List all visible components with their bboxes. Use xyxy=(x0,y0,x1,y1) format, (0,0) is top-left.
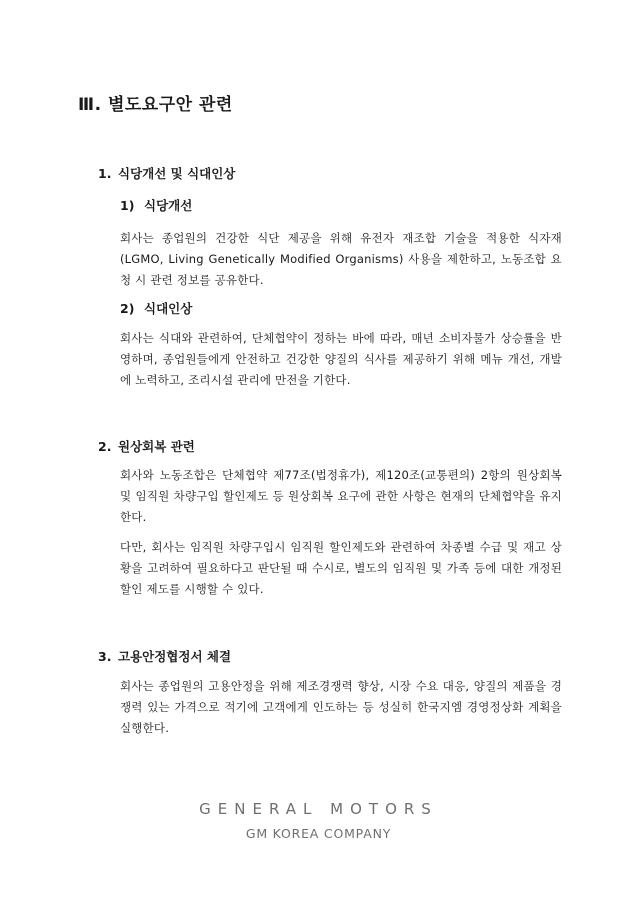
heading-3 xyxy=(98,647,231,665)
section-title: Ⅲ. 별도요구안 관련 xyxy=(78,95,233,115)
heading-1-number: 1. xyxy=(98,166,112,181)
heading-2-title: 원상회복 관련 xyxy=(118,439,195,454)
subheading-1-2 xyxy=(120,299,192,317)
paragraph-1-1: 회사는 종업원의 건강한 식단 제공을 위해 유전자 재조합 기술을 적용한 식자재(LGMO, Living Genetically Modified Organisms) 사용을 제한하고, 노동조합 요청 시 관련 정보를 공유한다. xyxy=(120,231,562,287)
paragraph-3: 회사는 종업원의 고용안정을 위해 제조경쟁력 향상, 시장 수요 대응, 양질의 제품을 경쟁력 있는 가격으로 적기에 고객에게 인도하는 등 성실히 한국지엠 경영정상화 계획을 실행한다. xyxy=(120,679,562,735)
footer-company: GM KOREA COMPANY xyxy=(245,826,392,841)
heading-2 xyxy=(98,437,195,455)
subheading-1-1-number: 1) xyxy=(120,198,135,213)
heading-1-title: 식당개선 및 식대인상 xyxy=(118,166,236,181)
paragraph-1-2: 회사는 식대와 관련하여, 단체협약이 정하는 바에 따라, 매년 소비자물가 상승률을 반영하며, 종업원들에게 안전하고 건강한 양질의 식사를 제공하기 위해 메뉴 개선, 개발에 노력하고, 조리시설 관리에 만전을 기한다. xyxy=(120,331,562,387)
heading-2-number: 2. xyxy=(98,439,112,454)
paragraph-2-1: 회사와 노동조합은 단체협약 제77조(법정휴가), 제120조(교통편의) 2항의 원상회복 및 임직원 차량구입 할인제도 등 원상회복 요구에 관한 사항은 현재의 단체협약을 유지한다. xyxy=(120,468,562,524)
paragraph-2-2: 다만, 회사는 임직원 차량구입시 임직원 할인제도와 관련하여 차종별 수급 및 재고 상황을 고려하여 필요하다고 판단될 때 수시로, 별도의 임직원 및 가족 등에 대한 개정된 할인 제도를 시행할 수 있다. xyxy=(120,540,562,596)
heading-3-title: 고용안정협정서 체결 xyxy=(118,649,232,664)
subheading-1-2-number: 2) xyxy=(120,301,135,316)
heading-1 xyxy=(98,164,235,182)
subheading-1-1-title: 식당개선 xyxy=(144,198,193,213)
footer-brand: GENERAL MOTORS xyxy=(199,800,438,818)
subheading-1-1 xyxy=(120,196,192,214)
subheading-1-2-title: 식대인상 xyxy=(144,301,193,316)
heading-3-number: 3. xyxy=(98,649,112,664)
